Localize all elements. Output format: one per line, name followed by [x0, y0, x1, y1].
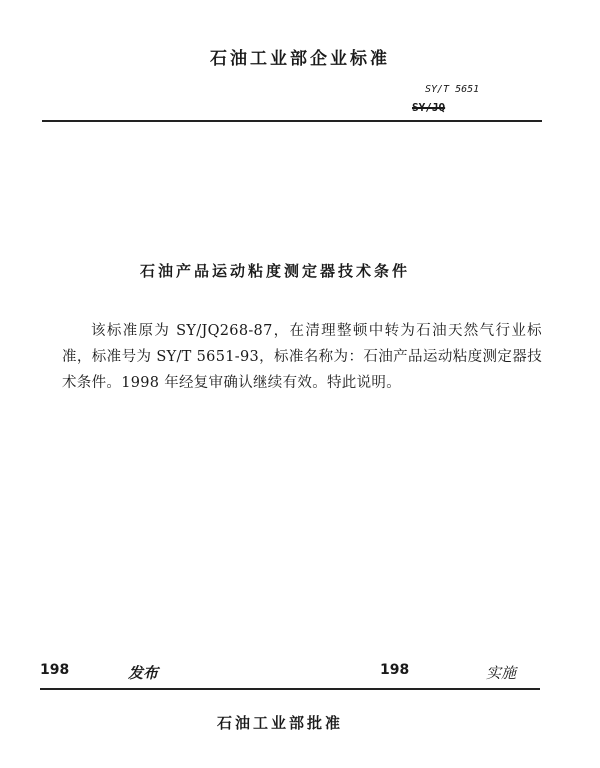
standard-number-handwritten: SY/T 5651 — [425, 84, 480, 95]
standard-title: 石油产品运动粘度测定器技术条件 — [139, 262, 410, 280]
implementation-year: 198 — [380, 662, 410, 678]
approving-authority: 石油工业部批准 — [216, 714, 343, 732]
issuing-authority-title: 石油工业部企业标准 — [210, 49, 390, 69]
implementation-label: 实施 — [486, 664, 517, 682]
explanation-paragraph: 该标准原为 SY/JQ268-87，在清理整顿中转为石油天然气行业标准，标准号为 SY/T 5651-93，标准名称为：石油产品运动粘度测定器技术条件。1998 年经复审确认继续有效。特此说明。 — [62, 323, 542, 391]
issue-label: 发布 — [128, 664, 159, 682]
old-standard-number-struck: SY/JQ — [412, 101, 446, 114]
issue-year: 198 — [40, 662, 70, 678]
footer-divider — [40, 688, 540, 690]
header-divider — [42, 120, 542, 122]
dates-row — [40, 662, 540, 684]
